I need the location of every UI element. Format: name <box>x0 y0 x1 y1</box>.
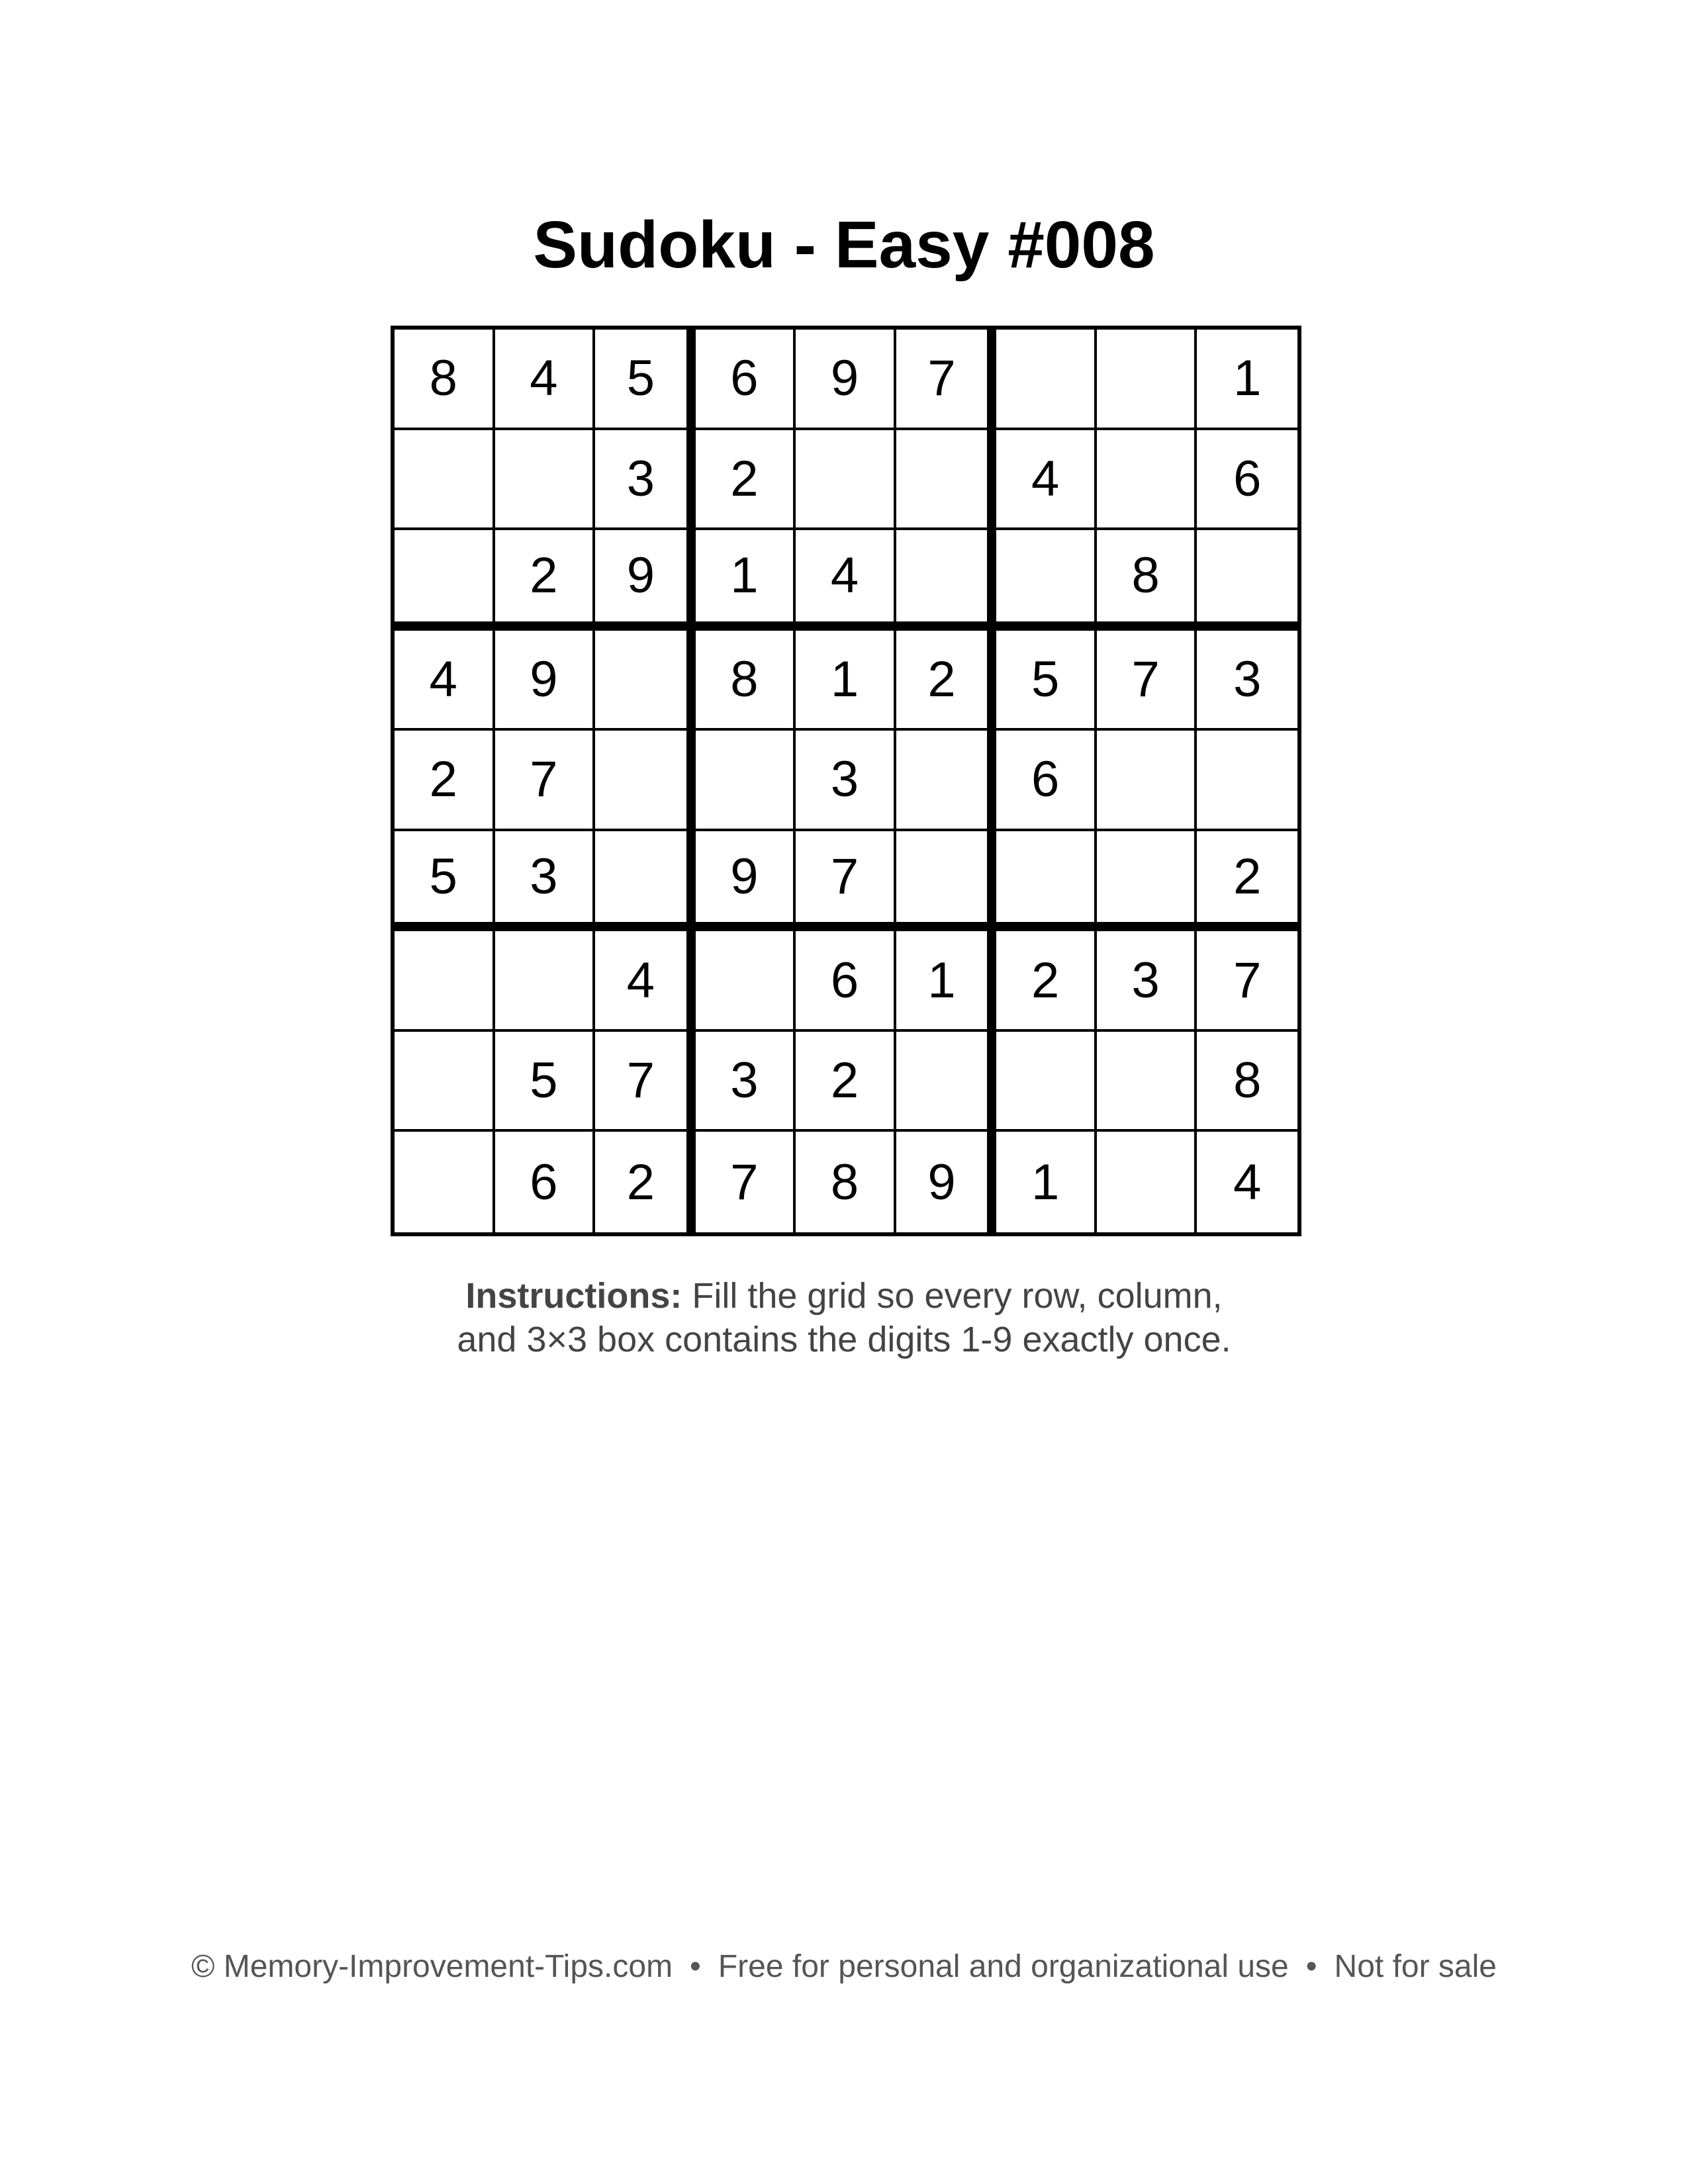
footer-license: Free for personal and organizational use <box>718 1949 1289 1984</box>
sudoku-cell[interactable]: 1 <box>896 931 997 1032</box>
sudoku-cell[interactable]: 3 <box>1197 631 1297 731</box>
sudoku-cell[interactable]: 4 <box>796 530 896 631</box>
sudoku-cell[interactable]: 6 <box>796 931 896 1032</box>
sudoku-cell[interactable]: 6 <box>696 330 796 430</box>
sudoku-cell[interactable]: 4 <box>1233 1154 1262 1210</box>
instructions-line-1 <box>0 1274 1688 1318</box>
instructions-text-1: Fill the grid so every row, column, <box>682 1276 1223 1316</box>
sudoku-cell[interactable]: 6 <box>495 1132 596 1232</box>
sudoku-cell[interactable]: 4 <box>996 430 1097 531</box>
sudoku-cell[interactable] <box>896 430 997 531</box>
sudoku-cell[interactable]: 3 <box>696 1032 796 1132</box>
footer-separator: • <box>690 1949 701 1984</box>
sudoku-cell[interactable]: 2 <box>696 430 796 531</box>
sudoku-cell[interactable] <box>896 1032 997 1132</box>
sudoku-cell[interactable] <box>395 931 495 1032</box>
sudoku-cell[interactable]: 2 <box>1197 831 1297 932</box>
sudoku-cell[interactable]: 7 <box>696 1132 796 1232</box>
sudoku-cell[interactable]: 4 <box>395 631 495 731</box>
sudoku-cell[interactable]: 5 <box>996 631 1097 731</box>
sudoku-cell[interactable]: 7 <box>1097 631 1197 731</box>
sudoku-cell[interactable]: 4 <box>495 330 596 430</box>
sudoku-cell[interactable]: 3 <box>796 731 896 831</box>
sudoku-cell[interactable]: 1 <box>1197 330 1297 430</box>
footer <box>0 1947 1688 1987</box>
footer-note: Not for sale <box>1334 1949 1497 1984</box>
sudoku-cell[interactable] <box>595 831 696 932</box>
sudoku-cell[interactable] <box>1197 731 1297 831</box>
sudoku-cell[interactable]: 3 <box>595 430 696 531</box>
sudoku-grid <box>391 326 1301 1236</box>
sudoku-cell[interactable]: 3 <box>1097 931 1197 1032</box>
sudoku-cell[interactable] <box>495 430 596 531</box>
sudoku-cell[interactable] <box>595 731 696 831</box>
sudoku-cell[interactable] <box>395 530 495 631</box>
sudoku-cell[interactable]: 7 <box>796 831 896 932</box>
sudoku-cell[interactable]: 9 <box>595 530 696 631</box>
sudoku-cell[interactable]: 7 <box>595 1032 696 1132</box>
sudoku-cell[interactable]: 5 <box>595 330 696 430</box>
sudoku-cell[interactable]: 6 <box>996 731 1097 831</box>
sudoku-cell[interactable]: 1 <box>796 631 896 731</box>
sudoku-cell[interactable]: 2 <box>996 931 1097 1032</box>
sudoku-cell[interactable]: 9 <box>896 1132 997 1232</box>
sudoku-cell[interactable]: 2 <box>595 1132 696 1232</box>
sudoku-cell[interactable]: 7 <box>495 731 596 831</box>
sudoku-cell[interactable] <box>1197 530 1297 631</box>
sudoku-cell[interactable] <box>896 831 997 932</box>
sudoku-cell[interactable] <box>1097 831 1197 932</box>
sudoku-cell[interactable]: 1 <box>996 1132 1097 1232</box>
sudoku-cell[interactable] <box>696 731 796 831</box>
sudoku-cell[interactable] <box>1097 1132 1197 1232</box>
sudoku-cell[interactable]: 8 <box>696 631 796 731</box>
instructions-label: Instructions: <box>465 1276 682 1316</box>
sudoku-cell[interactable]: 7 <box>896 330 997 430</box>
instructions <box>0 1274 1688 1361</box>
sudoku-cell[interactable]: 1 <box>696 530 796 631</box>
sudoku-cell[interactable]: 3 <box>495 831 596 932</box>
sudoku-cell[interactable]: 4 <box>595 931 696 1032</box>
sudoku-cell[interactable]: 9 <box>696 831 796 932</box>
sudoku-cell[interactable] <box>1097 330 1197 430</box>
sudoku-cell[interactable]: 9 <box>796 330 896 430</box>
sudoku-cell[interactable] <box>696 931 796 1032</box>
sudoku-cell[interactable] <box>1097 1032 1197 1132</box>
sudoku-cell[interactable]: 2 <box>896 631 997 731</box>
sudoku-cell[interactable]: 6 <box>1197 430 1297 531</box>
sudoku-cell[interactable]: 8 <box>1097 530 1197 631</box>
sudoku-cell[interactable] <box>1097 731 1197 831</box>
sudoku-cell[interactable] <box>996 1032 1097 1132</box>
sudoku-cell[interactable] <box>996 530 1097 631</box>
sudoku-cell[interactable] <box>595 631 696 731</box>
sudoku-cell[interactable] <box>896 731 997 831</box>
sudoku-cell[interactable] <box>996 831 1097 932</box>
sudoku-cell[interactable]: 2 <box>495 530 596 631</box>
instructions-line-2: and 3×3 box contains the digits 1-9 exactly once. <box>457 1320 1231 1359</box>
sudoku-cell[interactable]: 5 <box>495 1032 596 1132</box>
sudoku-cell[interactable] <box>395 430 495 531</box>
sudoku-cell[interactable] <box>395 1132 495 1232</box>
sudoku-cell[interactable]: 2 <box>796 1032 896 1132</box>
page-title: Sudoku - Easy #008 <box>533 208 1155 282</box>
sudoku-cell[interactable] <box>796 430 896 531</box>
sudoku-cell[interactable] <box>996 330 1097 430</box>
sudoku-cell[interactable]: 2 <box>395 731 495 831</box>
sudoku-cell[interactable]: 5 <box>395 831 495 932</box>
sudoku-cell[interactable]: 7 <box>1197 931 1297 1032</box>
sudoku-cell[interactable] <box>395 1032 495 1132</box>
footer-separator: • <box>1305 1949 1317 1984</box>
sudoku-cell[interactable]: 9 <box>495 631 596 731</box>
sudoku-cell[interactable]: 8 <box>1197 1032 1297 1132</box>
sudoku-cell[interactable] <box>495 931 596 1032</box>
sudoku-cell[interactable] <box>896 530 997 631</box>
sudoku-cell[interactable]: 8 <box>395 330 495 430</box>
sudoku-cell[interactable]: 8 <box>796 1132 896 1232</box>
sudoku-cell[interactable] <box>1097 430 1197 531</box>
footer-site: © Memory-Improvement-Tips.com <box>191 1949 673 1984</box>
